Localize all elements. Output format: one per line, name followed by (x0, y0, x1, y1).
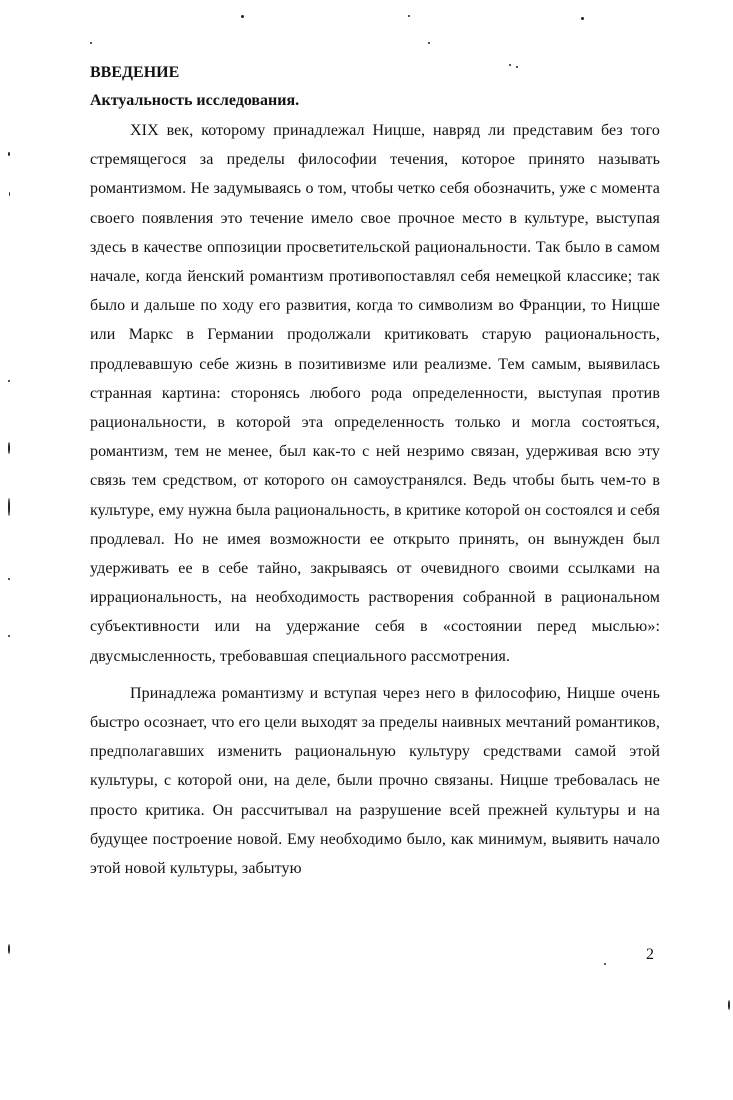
body-paragraph: XIX век, которому принадлежал Ницше, навряд ли представим без того стремящегося за пределы философии течения, которое принято называть романтизмом. Не задумываясь о том, чтобы четко себя обозначить, уже с момента своего появления это течение имело свое прочное место в культуре, выступая здесь в качестве оппозиции просветительской рациональности. Так было в самом начале, когда йенский романтизм противопоставлял себя немецкой классике; так было и дальше по ходу его развития, когда то символизм во Франции, то Ницше или Маркс в Германии продолжали критиковать старую рациональность, продлевавшую себе жизнь в позитивизме или реализме. Тем самым, выявилась странная картина: сторонясь любого рода определенности, выступая против рациональности, в которой эта определенность только и могла состояться, романтизм, тем не менее, был как-то с ней незримо связан, удерживая всю эту связь тем средством, от которого он самоустранялся. Ведь чтобы быть чем-то в культуре, ему нужна была рациональность, в критике которой он состоялся и себя продлевал. Но не имея возможности ее открыто принять, он вынужден был удерживать ее в себе тайно, закрываясь от очевидного своими ссылками на иррациональность, на необходимость растворения собранной в рациональном субъективности или на удержание себя в «состоянии перед мыслью»: двусмысленность, требовавшая специального рассмотрения. (90, 122, 660, 665)
scan-speck (8, 498, 10, 516)
scan-speck (8, 944, 10, 954)
document-title: ВВЕДЕНИЕ (90, 64, 180, 81)
scan-speck (241, 15, 244, 18)
scan-speck (8, 380, 10, 382)
scan-speck (8, 578, 10, 580)
scan-speck (8, 152, 10, 156)
scan-speck (428, 42, 430, 44)
scan-speck (581, 17, 584, 20)
page-number: 2 (646, 946, 654, 963)
scan-speck (408, 15, 410, 17)
scan-speck (8, 442, 10, 454)
scan-speck (9, 192, 10, 196)
scan-speck (90, 42, 92, 44)
document-body (90, 62, 660, 883)
scan-speck (8, 635, 10, 637)
scan-speck (604, 963, 606, 965)
section-heading: Актуальность исследования. (90, 92, 300, 109)
body-paragraph: Принадлежа романтизму и вступая через него в философию, Ницше очень быстро осознает, что его цели выходят за пределы наивных мечтаний романтиков, предполагавших изменить рациональную культуру средствами самой этой культуры, с которой они, на деле, были прочно связаны. Ницше требовалась не просто критика. Он рассчитывал на разрушение всей прежней культуры и на будущее построение новой. Ему необходимо было, как минимум, выявить начало этой новой культуры, забытую (90, 684, 660, 878)
scan-speck (728, 1000, 730, 1010)
